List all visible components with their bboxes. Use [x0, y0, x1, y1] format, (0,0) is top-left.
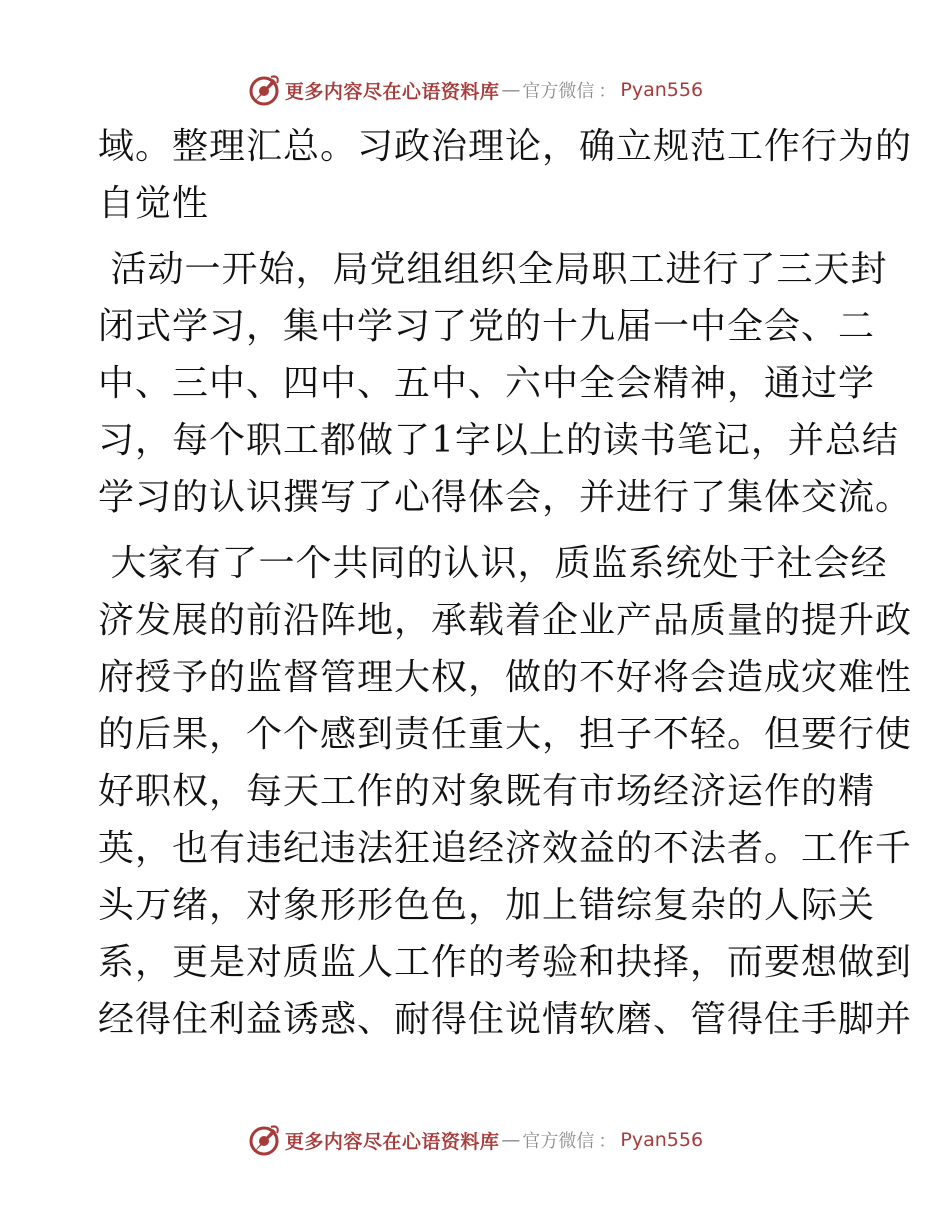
banner-site-name: 更多内容尽在心语资料库 — [284, 1130, 500, 1153]
banner-wechat-id: Pyan556 — [620, 1129, 704, 1151]
text-line: 好职权，每天工作的对象既有市场经济运作的精 — [98, 771, 876, 812]
text-line: 习，每个职工都做了1字以上的读书笔记，并总结 — [98, 420, 899, 461]
banner-colon: ： — [598, 1131, 617, 1152]
text-line: 自觉性 — [98, 183, 210, 224]
text-line: 大家有了一个共同的认识，质监系统处于社会经 — [98, 543, 888, 584]
text-line: 英，也有违纪违法狂追经济效益的不法者。工作千 — [98, 828, 913, 869]
banner-wechat-label: 官方微信 — [522, 81, 595, 102]
footer-banner — [0, 1120, 950, 1160]
banner-wechat-label: 官方微信 — [522, 1131, 595, 1152]
banner-dash: — — [501, 79, 521, 101]
text-line: 闭式学习，集中学习了党的十九届一中全会、二 — [98, 306, 876, 347]
text-line: 学习的认识撰写了心得体会，并进行了集体交流。 — [98, 477, 913, 518]
banner-colon: ： — [598, 81, 617, 102]
text-line: 域。整理汇总。习政治理论，确立规范工作行为的 — [98, 126, 913, 167]
banner-dash: — — [501, 1129, 521, 1151]
text-line: 头万绪，对象形形色色，加上错综复杂的人际关 — [98, 885, 876, 926]
banner-site-name: 更多内容尽在心语资料库 — [284, 80, 500, 103]
text-line: 活动一开始，局党组组织全局职工进行了三天封 — [98, 249, 888, 290]
banner-wechat-id: Pyan556 — [620, 79, 704, 101]
text-line: 的后果，个个感到责任重大，担子不轻。但要行使 — [98, 714, 913, 755]
text-line: 经得住利益诱惑、耐得住说情软磨、管得住手脚并 — [98, 999, 913, 1040]
paragraph-1 — [98, 118, 913, 232]
paragraph-3 — [98, 535, 913, 1048]
header-banner — [0, 70, 950, 110]
text-line: 府授予的监督管理大权，做的不好将会造成灾难性 — [98, 657, 913, 698]
quill-logo-icon — [247, 1123, 281, 1157]
text-line: 中、三中、四中、五中、六中全会精神，通过学 — [98, 363, 876, 404]
quill-logo-icon — [247, 73, 281, 107]
text-line: 系，更是对质监人工作的考验和抉择，而要想做到 — [98, 942, 913, 983]
text-line: 济发展的前沿阵地，承载着企业产品质量的提升政 — [98, 600, 913, 641]
document-body — [98, 118, 913, 1048]
paragraph-2 — [98, 241, 913, 526]
